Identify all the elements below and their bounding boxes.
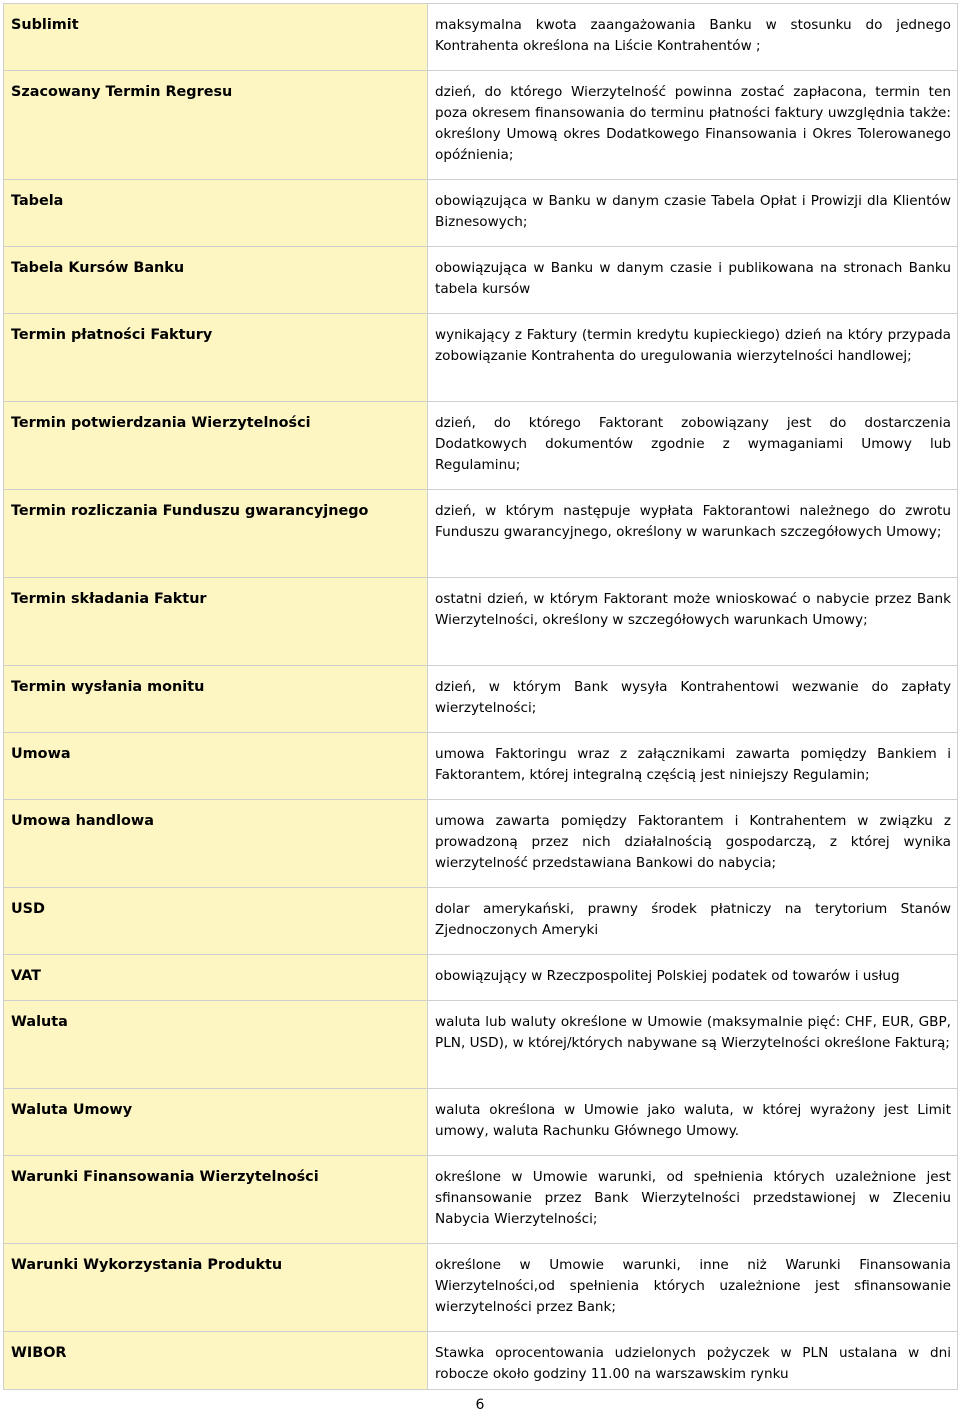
table-row — [4, 1001, 958, 1089]
term-cell: Termin rozliczania Funduszu gwarancyjnego — [4, 490, 428, 578]
definition-cell: określone w Umowie warunki, inne niż Warunki Finansowania Wierzytelności,od spełnienia których uzależnione jest sfinansowanie wierzytelności przez Bank; — [428, 1244, 958, 1332]
term-cell: USD — [4, 888, 428, 955]
definition-cell: waluta lub waluty określone w Umowie (maksymalnie pięć: CHF, EUR, GBP, PLN, USD), w której/których nabywane są Wierzytelności określone Fakturą; — [428, 1001, 958, 1089]
definition-cell: umowa zawarta pomiędzy Faktorantem i Kontrahentem w związku z prowadzoną przez nich działalnością gospodarczą, z której wynika wierzytelność przedstawiana Bankowi do nabycia; — [428, 800, 958, 888]
definitions-table — [3, 3, 958, 1390]
definition-cell: Stawka oprocentowania udzielonych pożyczek w PLN ustalana w dni robocze około godziny 11.00 na warszawskim rynku — [428, 1332, 958, 1390]
table-row — [4, 490, 958, 578]
definition-cell: obowiązujący w Rzeczpospolitej Polskiej podatek od towarów i usług — [428, 955, 958, 1001]
term-cell: Tabela — [4, 180, 428, 247]
term-cell: VAT — [4, 955, 428, 1001]
definition-cell: umowa Faktoringu wraz z załącznikami zawarta pomiędzy Bankiem i Faktorantem, której integralną częścią jest niniejszy Regulamin; — [428, 733, 958, 800]
table-row — [4, 4, 958, 71]
term-cell: Waluta — [4, 1001, 428, 1089]
table-row — [4, 402, 958, 490]
term-cell: Termin potwierdzania Wierzytelności — [4, 402, 428, 490]
term-cell: Waluta Umowy — [4, 1089, 428, 1156]
table-row — [4, 1089, 958, 1156]
table-row — [4, 955, 958, 1001]
table-row — [4, 1244, 958, 1332]
table-row — [4, 800, 958, 888]
table-row — [4, 733, 958, 800]
table-row — [4, 1156, 958, 1244]
definition-cell: dolar amerykański, prawny środek płatniczy na terytorium Stanów Zjednoczonych Ameryki — [428, 888, 958, 955]
table-row — [4, 247, 958, 314]
term-cell: Warunki Wykorzystania Produktu — [4, 1244, 428, 1332]
definition-cell: dzień, do którego Wierzytelność powinna zostać zapłacona, termin ten poza okresem finansowania do terminu płatności faktury uwzględnia także: określony Umową okres Dodatkowego Finansowania i Okres Tolerowanego opóźnienia; — [428, 71, 958, 180]
definition-cell: dzień, w którym Bank wysyła Kontrahentowi wezwanie do zapłaty wierzytelności; — [428, 666, 958, 733]
definition-cell: waluta określona w Umowie jako waluta, w której wyrażony jest Limit umowy, waluta Rachunku Głównego Umowy. — [428, 1089, 958, 1156]
table-row — [4, 666, 958, 733]
term-cell: Termin płatności Faktury — [4, 314, 428, 402]
page-number: 6 — [475, 1397, 485, 1413]
term-cell: Termin składania Faktur — [4, 578, 428, 666]
table-row — [4, 888, 958, 955]
definition-cell: obowiązująca w Banku w danym czasie Tabela Opłat i Prowizji dla Klientów Biznesowych; — [428, 180, 958, 247]
table-row — [4, 71, 958, 180]
term-cell: Warunki Finansowania Wierzytelności — [4, 1156, 428, 1244]
definition-cell: określone w Umowie warunki, od spełnienia których uzależnione jest sfinansowanie przez Bank Wierzytelności przedstawionej w Zleceniu Nabycia Wierzytelności; — [428, 1156, 958, 1244]
definition-cell: wynikający z Faktury (termin kredytu kupieckiego) dzień na który przypada zobowiązanie Kontrahenta do uregulowania wierzytelności handlowej; — [428, 314, 958, 402]
term-cell: Termin wysłania monitu — [4, 666, 428, 733]
term-cell: Sublimit — [4, 4, 428, 71]
table-row — [4, 314, 958, 402]
term-cell: Umowa handlowa — [4, 800, 428, 888]
term-cell: Umowa — [4, 733, 428, 800]
term-cell: Szacowany Termin Regresu — [4, 71, 428, 180]
term-cell: Tabela Kursów Banku — [4, 247, 428, 314]
definition-cell: ostatni dzień, w którym Faktorant może wnioskować o nabycie przez Bank Wierzytelności, określony w szczegółowych warunkach Umowy; — [428, 578, 958, 666]
definition-cell: maksymalna kwota zaangażowania Banku w stosunku do jednego Kontrahenta określona na Liście Kontrahentów ; — [428, 4, 958, 71]
term-cell: WIBOR — [4, 1332, 428, 1390]
table-row — [4, 180, 958, 247]
definition-cell: dzień, w którym następuje wypłata Faktorantowi należnego do zwrotu Funduszu gwarancyjnego, określony w warunkach szczegółowych Umowy; — [428, 490, 958, 578]
table-row — [4, 578, 958, 666]
table-row — [4, 1332, 958, 1390]
definition-cell: obowiązująca w Banku w danym czasie i publikowana na stronach Banku tabela kursów — [428, 247, 958, 314]
definition-cell: dzień, do którego Faktorant zobowiązany jest do dostarczenia Dodatkowych dokumentów zgodnie z wymaganiami Umowy lub Regulaminu; — [428, 402, 958, 490]
